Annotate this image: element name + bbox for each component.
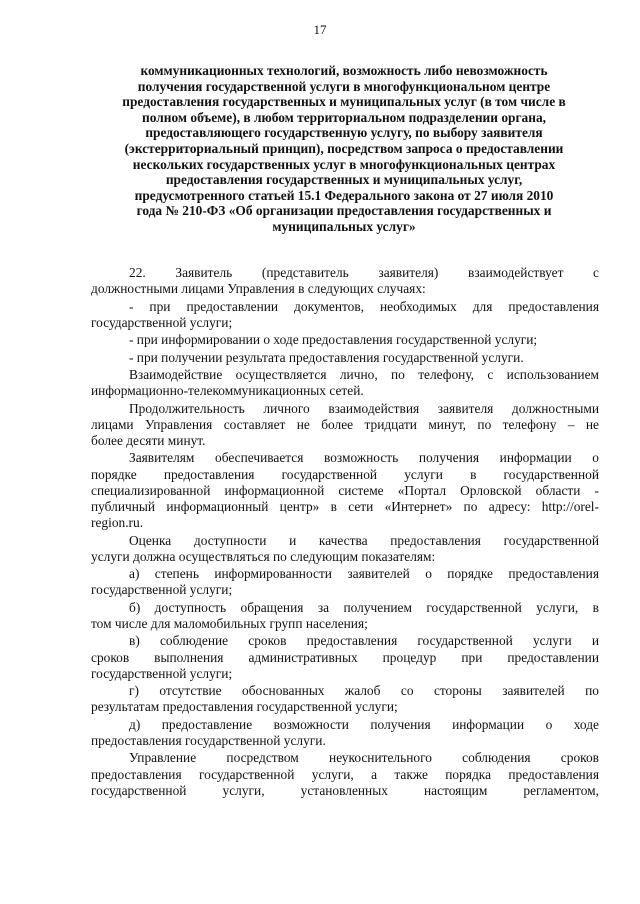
paragraph-line: информационно-телекоммуникационных сетей. xyxy=(91,383,364,399)
paragraph-line: - при получении результата предоставления государственной услуги. xyxy=(129,349,524,365)
paragraph-line: результатам предоставления государственной услуги; xyxy=(91,699,398,715)
heading-line: предусмотренного статьей 15.1 Федерального закона от 27 июля 2010 xyxy=(134,187,554,203)
heading-line: (экстерриториальный принцип), посредством запроса о предоставлении xyxy=(124,140,564,156)
paragraph-line: Оценка доступности и качества предоставления государственной xyxy=(129,532,599,548)
heading-line: предоставляющего государственную услугу, по выбору заявителя xyxy=(145,125,543,141)
paragraph xyxy=(91,633,599,682)
paragraph-line: предоставления государственной услуги. xyxy=(91,732,326,748)
paragraph-line: Заявителям обеспечивается возможность получения информации о xyxy=(129,450,599,466)
paragraph-line: государственной услуги, установленных настоящим регламентом, xyxy=(91,782,599,798)
paragraph-line: Управление посредством неукоснительного соблюдения сроков xyxy=(129,750,599,766)
page-number: 17 xyxy=(313,22,327,37)
paragraph xyxy=(91,750,599,799)
paragraph-line: region.ru. xyxy=(91,515,144,531)
paragraph-line: а) степень информированности заявителей о порядке предоставления xyxy=(129,566,599,582)
heading-line: муниципальных услуг» xyxy=(272,218,416,234)
paragraph-line: более десяти минут. xyxy=(91,432,206,448)
heading-line: получения государственной услуги в многофункциональном центре xyxy=(137,78,551,94)
paragraph xyxy=(91,350,599,366)
paragraph-line: лицами Управления составляет не более тридцати минут, по телефону – не xyxy=(91,416,599,432)
paragraph-line: должностными лицами Управления в следующих случаях: xyxy=(91,281,426,297)
paragraph-line: предоставления государственной услуги, а также порядка предоставления xyxy=(91,766,599,782)
paragraph-line: специализированной информационной системе «Портал Орловской области - xyxy=(91,482,599,498)
paragraph xyxy=(91,367,599,399)
paragraph-line: - при предоставлении документов, необходимых для предоставления xyxy=(129,298,599,314)
paragraph-line: б) доступность обращения за получением государственной услуги, в xyxy=(129,599,599,615)
paragraph-line: Продолжительность личного взаимодействия заявителя должностными xyxy=(129,400,599,416)
paragraph xyxy=(91,265,599,297)
paragraph-line: г) отсутствие обоснованных жалоб со стороны заявителей по xyxy=(129,683,599,699)
paragraph xyxy=(91,332,599,348)
paragraph-line: публичный информационный центр» в сети «Интернет» по адресу: http://orel- xyxy=(91,498,599,514)
heading-line: полном объеме), в любом территориальном подразделении органа, xyxy=(142,109,546,125)
paragraph-line: услуги должна осуществляться по следующим показателям: xyxy=(91,548,436,564)
heading-line: нескольких государственных услуг в многофункциональных центрах xyxy=(132,156,556,172)
heading-line: предоставления государственных и муниципальных услуг (в том числе в xyxy=(122,94,566,110)
heading-line: предоставления государственных и муниципальных услуг, xyxy=(165,172,523,188)
paragraph-line: том числе для маломобильных групп населения; xyxy=(91,615,368,631)
paragraph xyxy=(91,533,599,565)
section-heading xyxy=(88,63,600,235)
paragraph-line: порядке предоставления государственной услуги в государственной xyxy=(91,466,599,482)
paragraph xyxy=(91,401,599,450)
paragraph-line: - при информировании о ходе предоставления государственной услуги; xyxy=(129,332,538,348)
paragraph xyxy=(91,299,599,331)
heading-line: года № 210-ФЗ «Об организации предоставления государственных и xyxy=(136,203,552,219)
paragraph xyxy=(91,450,599,531)
body-text xyxy=(91,265,599,800)
paragraph-line: сроков выполнения административных процедур при предоставлении xyxy=(91,649,599,665)
paragraph-line: государственной услуги; xyxy=(91,314,233,330)
paragraph xyxy=(91,717,599,749)
paragraph xyxy=(91,566,599,598)
paragraph-line: государственной услуги; xyxy=(91,665,233,681)
paragraph-line: Взаимодействие осуществляется лично, по телефону, с использованием xyxy=(129,366,599,382)
paragraph xyxy=(91,683,599,715)
paragraph-line: в) соблюдение сроков предоставления государственной услуги и xyxy=(129,633,599,649)
paragraph-line: д) предоставление возможности получения информации о ходе xyxy=(129,716,599,732)
paragraph-line: 22. Заявитель (представитель заявителя) взаимодействует с xyxy=(129,265,599,280)
paragraph xyxy=(91,600,599,632)
paragraph-line: государственной услуги; xyxy=(91,582,233,598)
heading-line: коммуникационных технологий, возможность либо невозможность xyxy=(140,63,548,78)
